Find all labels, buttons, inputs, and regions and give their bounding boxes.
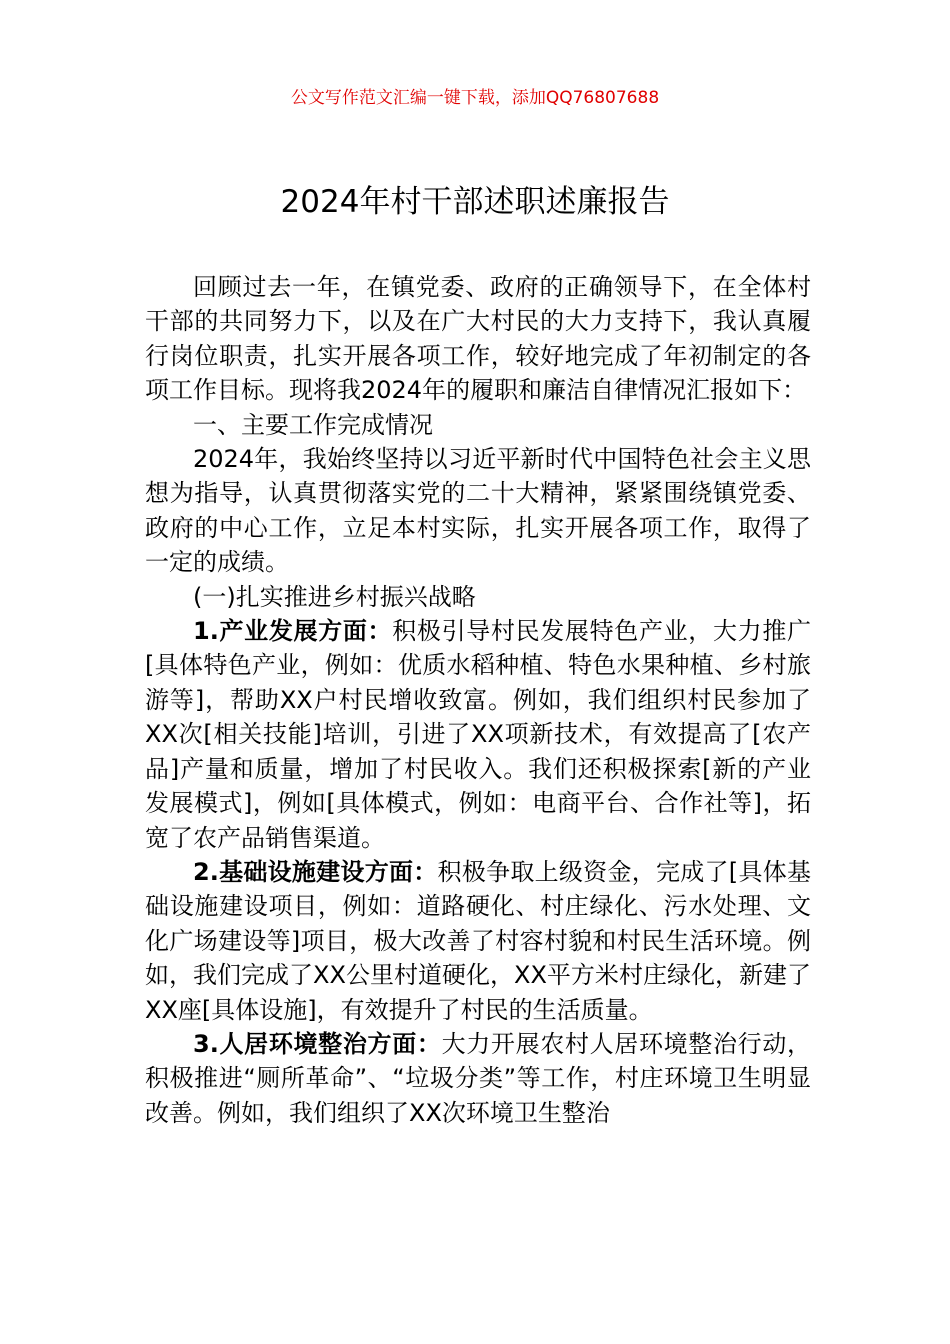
paragraph-lead-industry: 1.产业发展方面： xyxy=(193,617,393,646)
section-heading-main-work: 一、主要工作完成情况 xyxy=(193,410,433,439)
page-title: 2024年村干部述职述廉报告 xyxy=(280,184,670,220)
paragraph-lead-environment: 3.人居环境整治方面： xyxy=(193,1029,442,1058)
paragraph-environment: 3.人居环境整治方面：大力开展农村人居环境整治行动，积极推进“厕所革命”、“垃圾分类”等工作，村庄环境卫生明显改善。例如，我们组织了XX次环境卫生整治 xyxy=(145,1029,811,1127)
paragraph-industry: 1.产业发展方面：积极引导村民发展特色产业，大力推广[具体特色产业，例如：优质水稻种植、特色水果种植、乡村旅游等]，帮助XX户村民增收致富。例如，我们组织村民参加了XX次[相关技能]培训，引进了XX项新技术，有效提高了[农产品]产量和质量，增加了村民收入。我们还积极探索[新的产业发展模式]，例如[具体模式，例如：电商平台、合作社等]，拓宽了农产品销售渠道。 xyxy=(145,617,811,852)
paragraph-infrastructure: 2.基础设施建设方面：积极争取上级资金，完成了[具体基础设施建设项目，例如：道路硬化、村庄绿化、污水处理、文化广场建设等]项目，极大改善了村容村貌和村民生活环境。例如，我们完成了XX公里村道硬化，XX平方米村庄绿化，新建了XX座[具体设施]，有效提升了村民的生活质量。 xyxy=(145,857,811,1024)
document-body xyxy=(145,270,811,1130)
paragraph-lead-infrastructure: 2.基础设施建设方面： xyxy=(193,857,438,886)
paragraph-intro: 回顾过去一年，在镇党委、政府的正确领导下，在全体村干部的共同努力下，以及在广大村民的大力支持下，我认真履行岗位职责，扎实开展各项工作，较好地完成了年初制定的各项工作目标。现将我2024年的履职和廉洁自律情况汇报如下： xyxy=(145,273,811,405)
download-promo-link[interactable]: 公文写作范文汇编一键下载，添加QQ76807688 xyxy=(290,88,660,108)
paragraph-overview: 2024年，我始终坚持以习近平新时代中国特色社会主义思想为指导，认真贯彻落实党的二十大精神，紧紧围绕镇党委、政府的中心工作，立足本村实际，扎实开展各项工作，取得了一定的成绩。 xyxy=(145,445,811,577)
subsection-heading-rural-revitalization: (一)扎实推进乡村振兴战略 xyxy=(193,582,476,611)
